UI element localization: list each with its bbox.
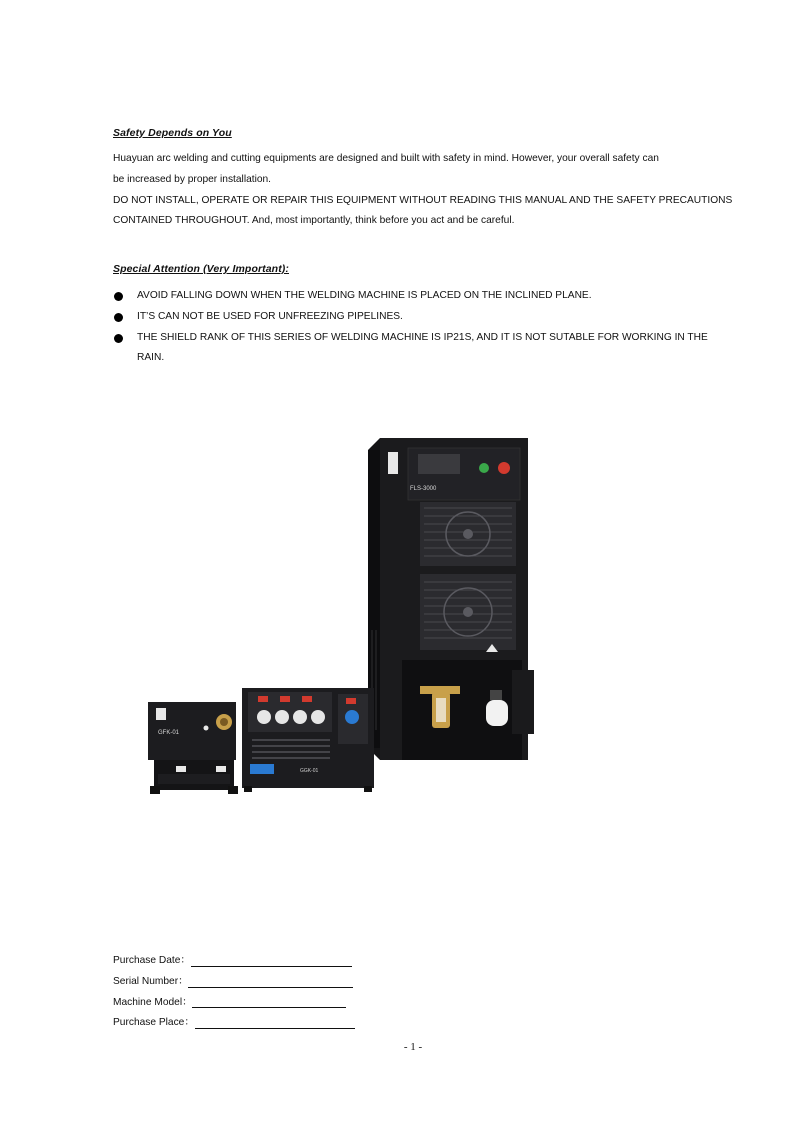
attention-heading: Special Attention (Very Important): <box>113 263 289 275</box>
welding-machine-photo <box>140 430 540 800</box>
purchase-date-label: Purchase Date： <box>113 955 191 966</box>
safety-heading: Safety Depends on You <box>113 127 232 139</box>
safety-line: be increased by proper installation. <box>113 173 272 185</box>
page-number: - 1 - <box>403 1041 423 1053</box>
purchase-place-label: Purchase Place： <box>113 1017 195 1029</box>
safety-line: DO NOT INSTALL, OPERATE OR REPAIR THIS EQUIPMENT WITHOUT READING THIS MANUAL AND THE SAFETY PRECAUTIONS <box>113 194 733 206</box>
gas-control-box <box>148 702 238 794</box>
machine-model-label: Machine Model： <box>113 996 193 1008</box>
machine-model-row <box>113 993 355 1014</box>
machine-model-field[interactable] <box>192 995 346 1008</box>
serial-number-label: Serial Number： <box>113 975 189 987</box>
safety-line: CONTAINED THROUGHOUT. And, most importantly, think before you act and be careful. <box>113 215 515 227</box>
serial-number-row <box>113 972 355 993</box>
control-box-label: GGK-01 <box>300 768 319 774</box>
bullet-icon <box>114 334 123 343</box>
safety-line: Huayuan arc welding and cutting equipments are designed and built with safety in mind. However, your overall safety can <box>113 153 659 164</box>
list-item: AVOID FALLING DOWN WHEN THE WELDING MACHINE IS PLACED ON THE INCLINED PLANE. <box>113 286 733 307</box>
purchase-place-field[interactable] <box>195 1016 355 1029</box>
purchase-form <box>113 951 355 1034</box>
control-box <box>242 688 374 792</box>
list-item: THE SHIELD RANK OF THIS SERIES OF WELDING MACHINE IS IP21S, AND IT IS NOT SUTABLE FOR WORKING IN THE RAIN. <box>113 328 733 370</box>
gas-box-label: GFK-01 <box>158 730 180 736</box>
safety-paragraph <box>113 149 733 232</box>
bullet-icon <box>114 292 123 301</box>
purchase-place-row <box>113 1013 355 1034</box>
purchase-date-field[interactable] <box>191 954 352 967</box>
attention-list <box>113 286 733 369</box>
list-item: IT’S CAN NOT BE USED FOR UNFREEZING PIPELINES. <box>113 307 733 328</box>
bullet-icon <box>114 313 123 322</box>
serial-number-field[interactable] <box>188 975 353 988</box>
main-power-unit <box>368 438 534 760</box>
purchase-date-row <box>113 951 355 972</box>
main-model-label: FLS-3000 <box>410 486 437 492</box>
